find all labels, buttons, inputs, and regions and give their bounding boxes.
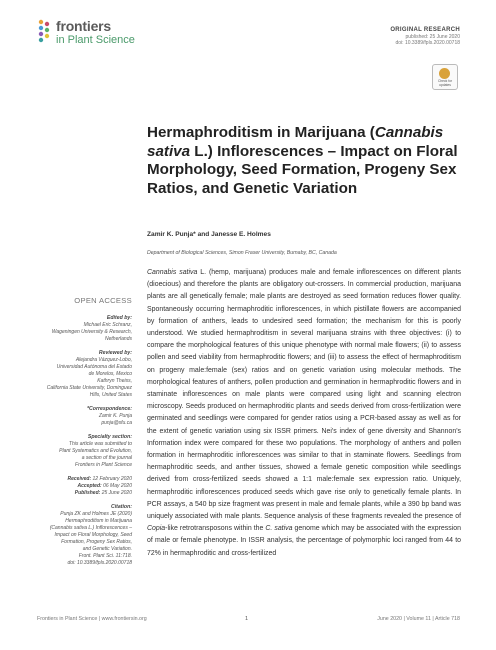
accepted-date [40,483,132,490]
abstract-species: Cannabis sativa [147,269,198,276]
article-title [147,124,467,198]
published-value: 25 June 2020 [101,490,132,496]
reviewer-line: Kathryn Theiss, [97,378,132,384]
citation-line: Front. Plant Sci. 11:718. [78,553,132,559]
doi-link[interactable]: doi: 10.3389/fpls.2020.00718 [395,40,460,46]
citation-doi[interactable]: doi: 10.3389/fpls.2020.00718 [67,560,132,566]
accepted-label: Accepted: [77,483,102,489]
accepted-value: 06 May 2020 [103,483,132,489]
received-value: 12 February 2020 [92,476,132,482]
reviewer-line: California State University, Dominguez [46,385,132,391]
reviewer-line: Alejandra Vázquez-Lobo, [75,357,132,363]
journal-name: frontiers [56,18,111,34]
edited-by-label: Edited by: [106,315,132,321]
section-line: a section of the journal [81,455,132,461]
section-line: Frontiers in Plant Science [75,462,132,468]
abstract-text-1: L. (hemp, marijuana) produces male and female inflorescences on different plants (dioecious) and therefore the plants are obligatory out-crossers. In commercial production, marijuana plants are all genetically female; male plants are destroyed as seed formation reduces flower quality. Spontaneously occurring hermaphroditic inflorescences, in which pistillate flowers are accompanied by formation of anthers, leads to undesired seed formation; the mechanism for this is poorly understood. We studied hermaphroditism in several marijuana strains with three objectives: (i) to compare the morphological features of this unique phenotype with normal male flowers; (ii) to assess pollen and seed viability from hermaphroditic flowers; and (iii) to assess the effect of hermaphroditism on progeny male:female (sex) ratios and on genetic variation using molecular methods. The morphological features of anthers, pollen production and germination in hermaphroditic flowers and in staminate inflorescences on male plants were compared using light and scanning electron microscopy. Seeds produced on hermaphroditic plants and seeds derived from cross-fertilization were germinated and seedlings were compared for gender ratios using a PCR-based assay as well as for the extent of genetic variation using six ISSR primers. Nei's index of gene diversity and Shannon's Information index were compared for these two populations. The morphology of anthers and pollen formation in hermaphroditic inflorescences was similar to that in staminate flowers. Seedlings from hermaphroditic seeds, and anther tissues, showed a female genetic composition while seedlings derived from cross-fertilized seeds showed a 1:1 male:female sex expression ratio. Uniquely, hermaphroditic inflorescences produced seeds which gave rise only to genetically female plants. In PCR assays, a 540 bp size fragment was present in male and female plants, while a 390 bp band was uniquely associated with male plants. Sequence analysis of these fragments revealed the presence of [147,269,461,521]
abstract-text-3: genome which may be associated with the expression of male or female phenotype. In ISSR analysis, the percentage of polymorphic loci ranged from 44 to 72% in hermaphroditic and cross-fertilized [147,525,461,557]
editor-line: Michael Eric Schranz, [83,322,132,328]
published-date-sidebar [40,490,132,497]
footer-issue-info: June 2020 | Volume 11 | Article 718 [377,616,460,622]
check-for-updates-button[interactable] [432,64,458,90]
reviewer-line: Universidad Autónoma del Estado [56,364,132,370]
journal-logo [37,18,167,54]
published-date: published: 25 June 2020 [405,34,460,40]
citation-line: and Genetic Variation. [82,546,132,552]
citation-line: Hermaphroditism in Marijuana [65,518,132,524]
specialty-section-label: Specialty section: [87,434,132,440]
editor-line: Wageningen University & Research, [51,329,132,335]
received-label: Received: [67,476,92,482]
title-species: Cannabis sativa [147,124,444,160]
author-affiliation: Department of Biological Sciences, Simon Fraser University, Burnaby, BC, Canada [147,250,337,256]
article-header-info [300,27,460,46]
check-updates-label: Check for updates [437,79,453,87]
citation-line: Formation, Progeny Sex Ratios, [61,539,132,545]
citation-line: (Cannabis sativa L.) Inflorescences – [49,525,132,531]
footer-journal-link[interactable]: Frontiers in Plant Science | www.frontiersin.org [37,616,147,622]
received-date [40,476,132,483]
open-access-label: OPEN ACCESS [74,296,132,305]
abstract [147,267,461,560]
frontiers-logo-icon [37,19,51,45]
author-list[interactable]: Zamir K. Punja* and Janesse E. Holmes [147,231,271,238]
correspondence-name: Zamir K. Punja [98,413,132,419]
correspondence-label: *Correspondence: [87,406,132,412]
journal-subtitle: in Plant Science [56,34,135,46]
section-line: This article was submitted to [68,441,132,447]
title-part2: L.) Inflorescences – Impact on Floral Morphology, Seed Formation, Progeny Sex Ratios, and Genetic Variation [147,142,458,197]
check-updates-icon [439,68,450,79]
citation-label: Citation: [110,504,132,510]
title-part1: Hermaphroditism in Marijuana ( [147,124,375,141]
article-sidebar [40,296,132,567]
page-number: 1 [245,616,249,622]
article-type: ORIGINAL RESEARCH [390,27,460,33]
abstract-italic-csativa: C. sativa [265,525,293,533]
abstract-italic-copia: Copia [147,525,166,533]
reviewer-line: Hills, United States [89,392,132,398]
abstract-text-2: -like retrotransposons within the [165,525,266,533]
section-line: Plant Systematics and Evolution, [59,448,132,454]
citation-line: Punja ZK and Holmes JE (2020) [60,511,132,517]
published-label: Published: [74,490,101,496]
reviewer-line: de Morelos, Mexico [88,371,132,377]
reviewed-by-label: Reviewed by: [98,350,132,356]
correspondence-email[interactable]: punja@sfu.ca [101,420,132,426]
editor-line: Netherlands [105,336,132,342]
citation-line: Impact on Floral Morphology, Seed [54,532,132,538]
page-footer [37,616,460,626]
